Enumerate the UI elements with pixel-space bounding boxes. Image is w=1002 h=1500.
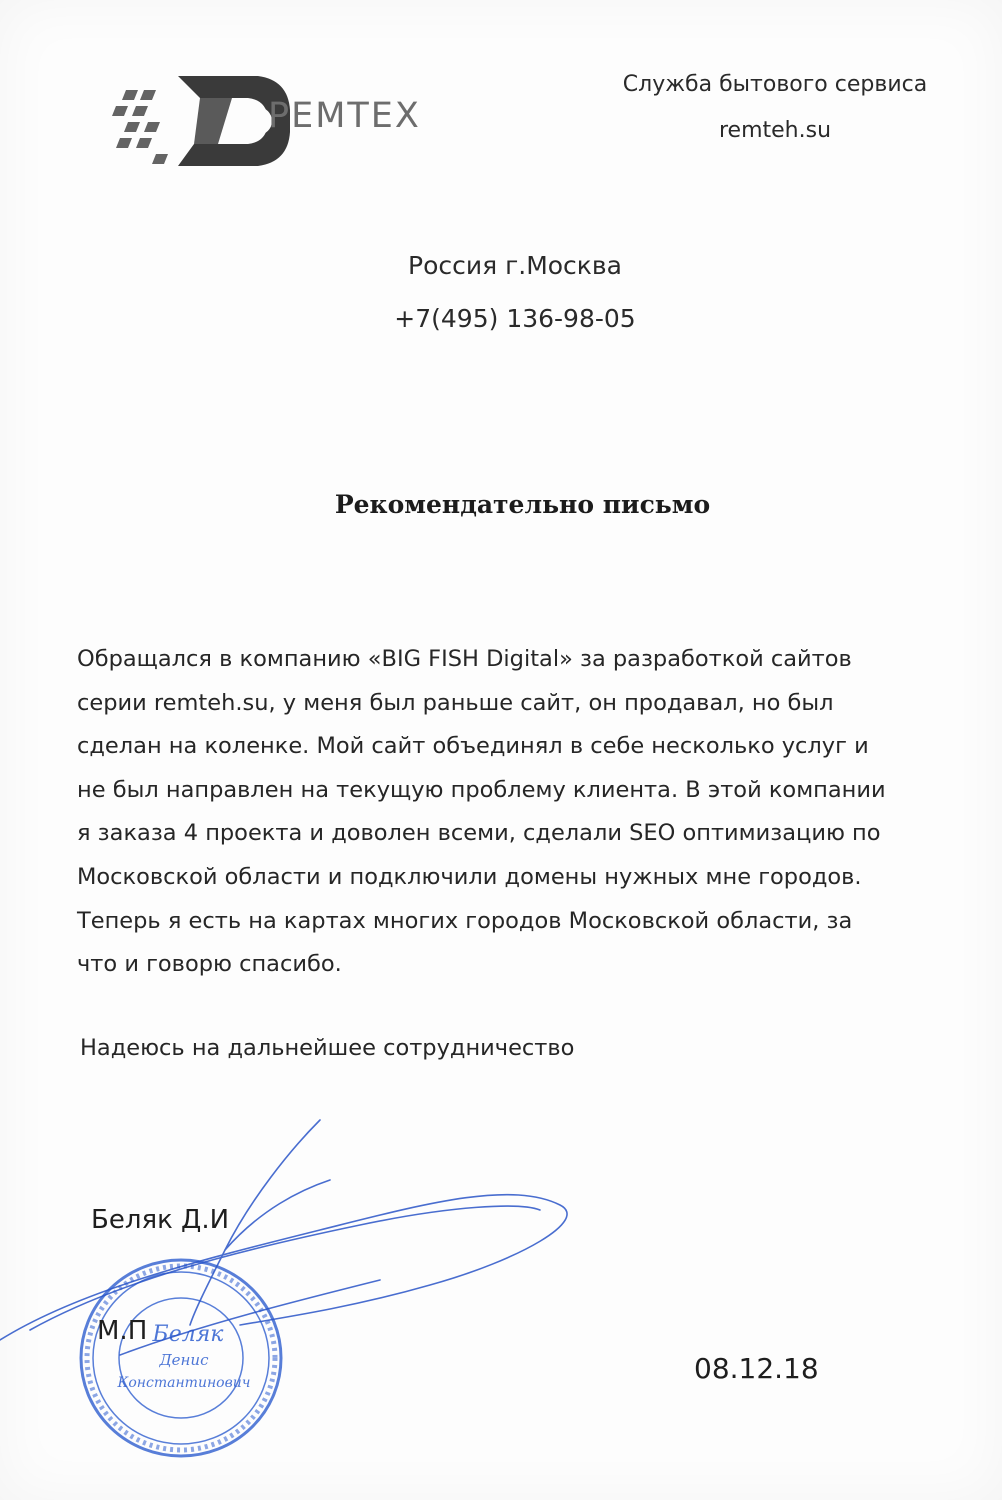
stamp-surname: Беляк: [152, 1322, 224, 1347]
body-line: что и говорю спасибо.: [77, 951, 342, 978]
stamp-patronymic: Константинович: [117, 1375, 251, 1391]
body-line: серии remteh.su, у меня был раньше сайт, он продавал, но был: [77, 689, 834, 716]
service-label: Служба бытового сервиса: [622, 72, 928, 97]
letter-date: 08.12.18: [694, 1352, 819, 1385]
closing-line: Надеюсь на дальнейшее сотрудничество: [80, 1035, 575, 1061]
company-logo: [108, 62, 438, 182]
handwritten-signature: [0, 1110, 600, 1370]
stamp-first-name: Денис: [159, 1351, 209, 1369]
location: Россия г.Москва: [408, 251, 622, 280]
body-line: не был направлен на текущую проблему клиента. В этой компании: [77, 776, 886, 803]
logo-wordmark: РЕМТЕХ: [268, 96, 421, 136]
letter-title: Рекомендательно письмо: [334, 490, 711, 519]
body-line: Московской области и подключили домены нужных мне городов.: [77, 863, 862, 890]
body-line: сделан на коленке. Мой сайт объединял в себе несколько услуг и: [77, 733, 869, 760]
body-line: я заказа 4 проекта и доволен всеми, сделали SEO оптимизацию по: [77, 820, 881, 847]
letter-body: [77, 638, 962, 987]
stamp-place-label: М.П: [97, 1316, 148, 1346]
signature-scribble-icon: [0, 1110, 600, 1370]
phone-number: +7(495) 136-98-05: [394, 304, 636, 333]
company-website: remteh.su: [718, 118, 832, 143]
body-line: Обращался в компанию «BIG FISH Digital» за разработкой сайтов: [77, 646, 852, 672]
signer-name: Беляк Д.И: [91, 1205, 230, 1235]
body-line: Теперь я есть на картах многих городов Московской области, за: [77, 907, 853, 934]
